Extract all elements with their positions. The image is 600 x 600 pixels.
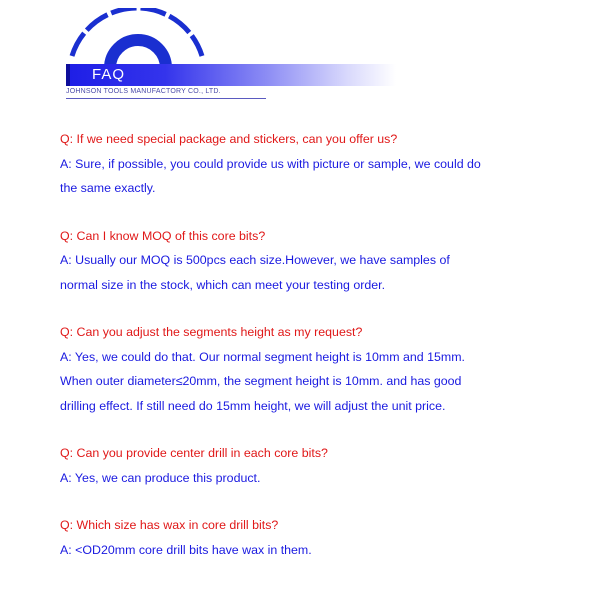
faq-answer-line: normal size in the stock, which can meet your testing order. <box>60 277 386 292</box>
faq-answer-line: A: <OD20mm core drill bits have wax in them. <box>60 542 312 557</box>
faq-question: Q: Which size has wax in core drill bits? <box>60 518 279 532</box>
faq-answer-line: drilling effect. If still need do 15mm height, we will adjust the unit price. <box>60 398 446 413</box>
faq-item <box>60 320 560 418</box>
faq-question: Q: Can you adjust the segments height as my request? <box>60 325 363 339</box>
faq-item <box>60 513 560 562</box>
saw-blade-logo-icon <box>62 8 212 70</box>
faq-item <box>60 127 560 201</box>
page-title: FAQ <box>92 66 126 83</box>
faq-answer-line: When outer diameter≤20mm, the segment height is 10mm. and has good <box>60 374 462 388</box>
faq-question: Q: Can you provide center drill in each core bits? <box>60 446 328 460</box>
faq-answer-line: A: Sure, if possible, you could provide us with picture or sample, we could do <box>60 156 481 171</box>
faq-list <box>60 127 560 585</box>
company-underline <box>66 98 266 99</box>
faq-answer-line: A: Usually our MOQ is 500pcs each size.However, we have samples of <box>60 253 450 267</box>
faq-question: Q: Can I know MOQ of this core bits? <box>60 228 266 243</box>
faq-answer-line: A: Yes, we can produce this product. <box>60 470 261 485</box>
faq-band-accent <box>66 64 70 86</box>
company-name: JOHNSON TOOLS MANUFACTORY CO., LTD. <box>66 88 221 95</box>
faq-answer-line: the same exactly. <box>60 181 156 195</box>
faq-answer-line: A: Yes, we could do that. Our normal segment height is 10mm and 15mm. <box>60 349 465 364</box>
faq-item <box>60 441 560 490</box>
faq-question: Q: If we need special package and stickers, can you offer us? <box>60 132 398 146</box>
faq-header <box>0 0 600 110</box>
faq-item <box>60 224 560 298</box>
